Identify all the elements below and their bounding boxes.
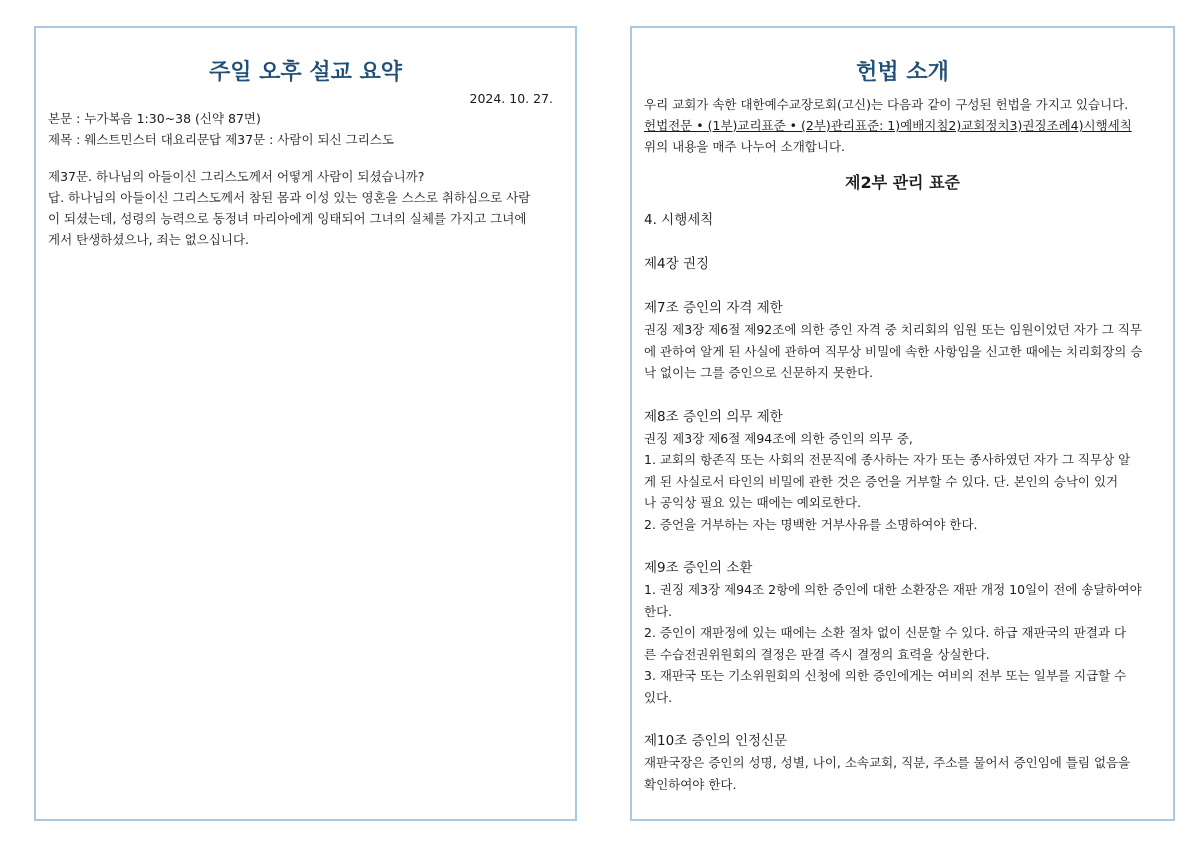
article-heading: 제9조 증인의 소환 xyxy=(644,560,753,576)
part-heading: 4. 시행세칙 xyxy=(644,212,714,228)
sermon-summary-title: 주일 오후 설교 요약 xyxy=(209,60,402,85)
article-line: 른 수습전권위원회의 결정은 판결 즉시 결정의 효력을 상실한다. xyxy=(644,646,990,662)
article-line: 낙 없이는 그를 증인으로 신문하지 못한다. xyxy=(644,365,874,380)
scripture-reference: 본문 : 누가복음 1:30~38 (신약 87면) xyxy=(48,111,261,126)
chapter-heading: 제4장 권징 xyxy=(644,256,710,272)
article-heading: 제8조 증인의 의무 제한 xyxy=(644,408,783,425)
article-line: 2. 증언을 거부하는 자는 명백한 거부사유를 소명하여야 한다. xyxy=(644,516,978,532)
article-line: 나 공익상 필요 있는 때에는 예외로한다. xyxy=(644,495,862,510)
article-line: 1. 권징 제3장 제94조 2항에 의한 증인에 대한 소환장은 재판 개정 10일이 전에 송달하여야 xyxy=(644,582,1142,597)
article-line: 권징 제3장 제6절 제92조에 의한 증인 자격 중 치리회의 임원 또는 임원이었던 자가 그 직무 xyxy=(644,322,1142,337)
article-heading: 제10조 증인의 인정신문 xyxy=(644,733,788,749)
article-line: 1. 교회의 항존직 또는 사회의 전문직에 종사하는 자가 또는 종사하였던 자가 그 직무상 알 xyxy=(644,452,1131,467)
article-line: 확인하여야 한다. xyxy=(644,776,737,792)
constitution-structure: 헌법전문 • (1부)교리표준 • (2부)관리표준: 1)예배지침2)교회정치3)권징조례4)시행세칙 xyxy=(644,118,1132,133)
article-line: 재판국장은 증인의 성명, 성별, 나이, 소속교회, 직분, 주소를 물어서 증인임에 틀림 없음을 xyxy=(644,755,1131,770)
constitution-intro-panel xyxy=(630,26,1175,821)
constitution-title: 헌법 소개 xyxy=(856,60,949,85)
section-title: 제2부 관리 표준 xyxy=(844,173,960,192)
article-line: 한다. xyxy=(644,603,673,619)
article-line: 3. 재판국 또는 기소위원회의 신청에 의한 증인에게는 여비의 전부 또는 일부를 지급할 수 xyxy=(644,668,1127,683)
article-line: 2. 증인이 재판정에 있는 때에는 소환 절차 없이 신문할 수 있다. 하급 재판국의 판결과 다 xyxy=(644,625,1127,640)
catechism-question: 제37문. 하나님의 아들이신 그리스도께서 어떻게 사람이 되셨습니까? xyxy=(48,169,425,184)
intro-note: 위의 내용을 매주 나누어 소개합니다. xyxy=(644,139,845,154)
article-line: 에 관하여 알게 된 사실에 관하여 직무상 비밀에 속한 사항임을 신고한 때에는 치리회장의 승 xyxy=(644,343,1143,359)
catechism-answer-line: 이 되셨는데, 성령의 능력으로 동정녀 마리아에게 잉태되어 그녀의 실체를 가지고 그녀에 xyxy=(48,211,527,226)
sermon-date: 2024. 10. 27. xyxy=(469,91,553,106)
catechism-answer-line: 답. 하나님의 아들이신 그리스도께서 참된 몸과 이성 있는 영혼을 스스로 취하심으로 사람 xyxy=(48,190,531,205)
article-heading: 제7조 증인의 자격 제한 xyxy=(644,300,783,316)
sermon-summary-panel xyxy=(34,26,577,821)
intro-text: 우리 교회가 속한 대한예수교장로회(고신)는 다음과 같이 구성된 헌법을 가지고 있습니다. xyxy=(644,97,1129,112)
sermon-title: 제목 : 웨스트민스터 대요리문답 제37문 : 사람이 되신 그리스도 xyxy=(48,132,394,147)
article-line: 있다. xyxy=(644,689,673,705)
catechism-answer-line: 게서 탄생하셨으나, 죄는 없으십니다. xyxy=(48,232,249,247)
article-line: 게 된 사실로서 타인의 비밀에 관한 것은 증언을 거부할 수 있다. 단. 본인의 승낙이 있거 xyxy=(644,473,1119,489)
article-line: 권징 제3장 제6절 제94조에 의한 증인의 의무 중, xyxy=(644,430,913,446)
